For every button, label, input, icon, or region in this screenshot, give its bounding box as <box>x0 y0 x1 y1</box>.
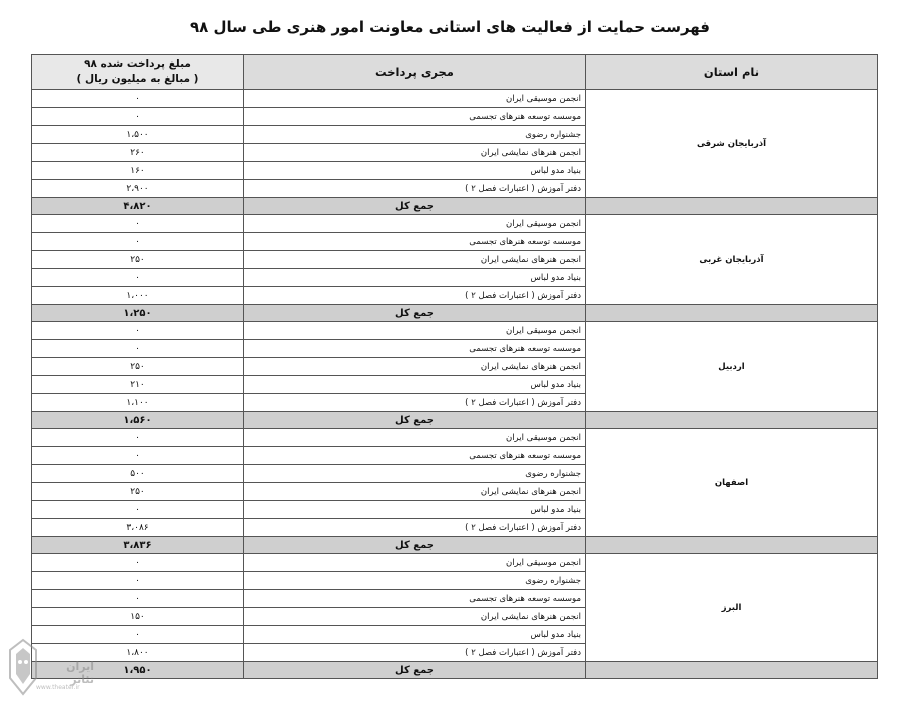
executor-cell: موسسه توسعه هنرهای تجسمی <box>244 108 586 126</box>
total-label: جمع کل <box>244 537 586 554</box>
executor-cell: انجمن هنرهای نمایشی ایران <box>244 483 586 501</box>
total-spacer <box>586 537 878 554</box>
amount-cell: ۲۶۰ <box>32 144 244 162</box>
executor-cell: دفتر آموزش ( اعتبارات فصل ۲ ) <box>244 180 586 198</box>
executor-cell: انجمن موسیقی ایران <box>244 322 586 340</box>
amount-cell: ۰ <box>32 590 244 608</box>
total-row <box>32 305 878 322</box>
total-spacer <box>586 305 878 322</box>
total-row <box>32 412 878 429</box>
watermark-url: www.theater.ir <box>36 684 80 691</box>
table-header-row <box>32 55 878 90</box>
province-name: اصفهان <box>586 429 878 537</box>
total-label: جمع کل <box>244 412 586 429</box>
watermark-logo <box>6 638 94 700</box>
executor-cell: دفتر آموزش ( اعتبارات فصل ۲ ) <box>244 519 586 537</box>
amount-cell: ۰ <box>32 447 244 465</box>
province-name: آذربایجان غربی <box>586 215 878 305</box>
executor-cell: دفتر آموزش ( اعتبارات فصل ۲ ) <box>244 644 586 662</box>
amount-cell: ۰ <box>32 572 244 590</box>
total-spacer <box>586 412 878 429</box>
total-spacer <box>586 662 878 679</box>
amount-cell: ۰ <box>32 429 244 447</box>
watermark-text: ایران تئاتر <box>66 660 94 686</box>
total-row <box>32 662 878 679</box>
executor-cell: انجمن هنرهای نمایشی ایران <box>244 251 586 269</box>
executor-cell: جشنواره رضوی <box>244 465 586 483</box>
amount-cell: ۱،۸۰۰ <box>32 644 244 662</box>
table-row <box>32 554 878 572</box>
theater-mask-icon <box>6 638 40 696</box>
amount-cell: ۰ <box>32 340 244 358</box>
table-row <box>32 215 878 233</box>
province-name: البرز <box>586 554 878 662</box>
executor-cell: جشنواره رضوی <box>244 572 586 590</box>
amount-cell: ۲۵۰ <box>32 358 244 376</box>
executor-cell: بنیاد مدو لباس <box>244 626 586 644</box>
amount-cell: ۱،۵۰۰ <box>32 126 244 144</box>
executor-cell: انجمن موسیقی ایران <box>244 429 586 447</box>
executor-cell: بنیاد مدو لباس <box>244 501 586 519</box>
header-executor: مجری پرداخت <box>244 55 586 90</box>
executor-cell: دفتر آموزش ( اعتبارات فصل ۲ ) <box>244 394 586 412</box>
executor-cell: انجمن هنرهای نمایشی ایران <box>244 144 586 162</box>
total-amount: ۱،۹۵۰ <box>32 662 244 679</box>
amount-cell: ۰ <box>32 269 244 287</box>
executor-cell: بنیاد مدو لباس <box>244 269 586 287</box>
amount-cell: ۱،۱۰۰ <box>32 394 244 412</box>
amount-cell: ۰ <box>32 554 244 572</box>
executor-cell: دفتر آموزش ( اعتبارات فصل ۲ ) <box>244 287 586 305</box>
total-spacer <box>586 198 878 215</box>
amount-cell: ۵۰۰ <box>32 465 244 483</box>
amount-cell: ۰ <box>32 90 244 108</box>
executor-cell: انجمن هنرهای نمایشی ایران <box>244 608 586 626</box>
amount-cell: ۲۱۰ <box>32 376 244 394</box>
amount-cell: ۰ <box>32 626 244 644</box>
total-amount: ۱،۲۵۰ <box>32 305 244 322</box>
total-label: جمع کل <box>244 198 586 215</box>
executor-cell: بنیاد مدو لباس <box>244 376 586 394</box>
header-province: نام استان <box>586 55 878 90</box>
executor-cell: موسسه توسعه هنرهای تجسمی <box>244 340 586 358</box>
executor-cell: موسسه توسعه هنرهای تجسمی <box>244 233 586 251</box>
amount-cell: ۰ <box>32 501 244 519</box>
total-label: جمع کل <box>244 305 586 322</box>
executor-cell: موسسه توسعه هنرهای تجسمی <box>244 447 586 465</box>
amount-cell: ۱۶۰ <box>32 162 244 180</box>
amount-cell: ۲۵۰ <box>32 483 244 501</box>
total-amount: ۴،۸۲۰ <box>32 198 244 215</box>
header-amount-line2: ( مبالغ به میلیون ریال ) <box>76 73 199 85</box>
amount-cell: ۰ <box>32 233 244 251</box>
amount-cell: ۰ <box>32 108 244 126</box>
amount-cell: ۱۵۰ <box>32 608 244 626</box>
table-body <box>32 90 878 679</box>
executor-cell: انجمن هنرهای نمایشی ایران <box>244 358 586 376</box>
province-name: آذربایجان شرقی <box>586 90 878 198</box>
total-row <box>32 537 878 554</box>
total-label: جمع کل <box>244 662 586 679</box>
table-row <box>32 429 878 447</box>
total-amount: ۳،۸۳۶ <box>32 537 244 554</box>
amount-cell: ۰ <box>32 322 244 340</box>
province-name: اردبیل <box>586 322 878 412</box>
amount-cell: ۳،۰۸۶ <box>32 519 244 537</box>
total-row <box>32 198 878 215</box>
executor-cell: انجمن موسیقی ایران <box>244 90 586 108</box>
header-amount-line1: مبلغ پرداخت شده ۹۸ <box>84 58 191 70</box>
amount-cell: ۲۵۰ <box>32 251 244 269</box>
amount-cell: ۱،۰۰۰ <box>32 287 244 305</box>
executor-cell: جشنواره رضوی <box>244 126 586 144</box>
page-title: فهرست حمایت از فعالیت های استانی معاونت امور هنری طی سال ۹۸ <box>189 18 710 36</box>
executor-cell: بنیاد مدو لباس <box>244 162 586 180</box>
amount-cell: ۰ <box>32 215 244 233</box>
amount-cell: ۲،۹۰۰ <box>32 180 244 198</box>
support-table <box>31 54 878 679</box>
total-amount: ۱،۵۶۰ <box>32 412 244 429</box>
executor-cell: انجمن موسیقی ایران <box>244 554 586 572</box>
executor-cell: انجمن موسیقی ایران <box>244 215 586 233</box>
executor-cell: موسسه توسعه هنرهای تجسمی <box>244 590 586 608</box>
table-row <box>32 322 878 340</box>
table-row <box>32 90 878 108</box>
header-amount <box>32 55 244 90</box>
